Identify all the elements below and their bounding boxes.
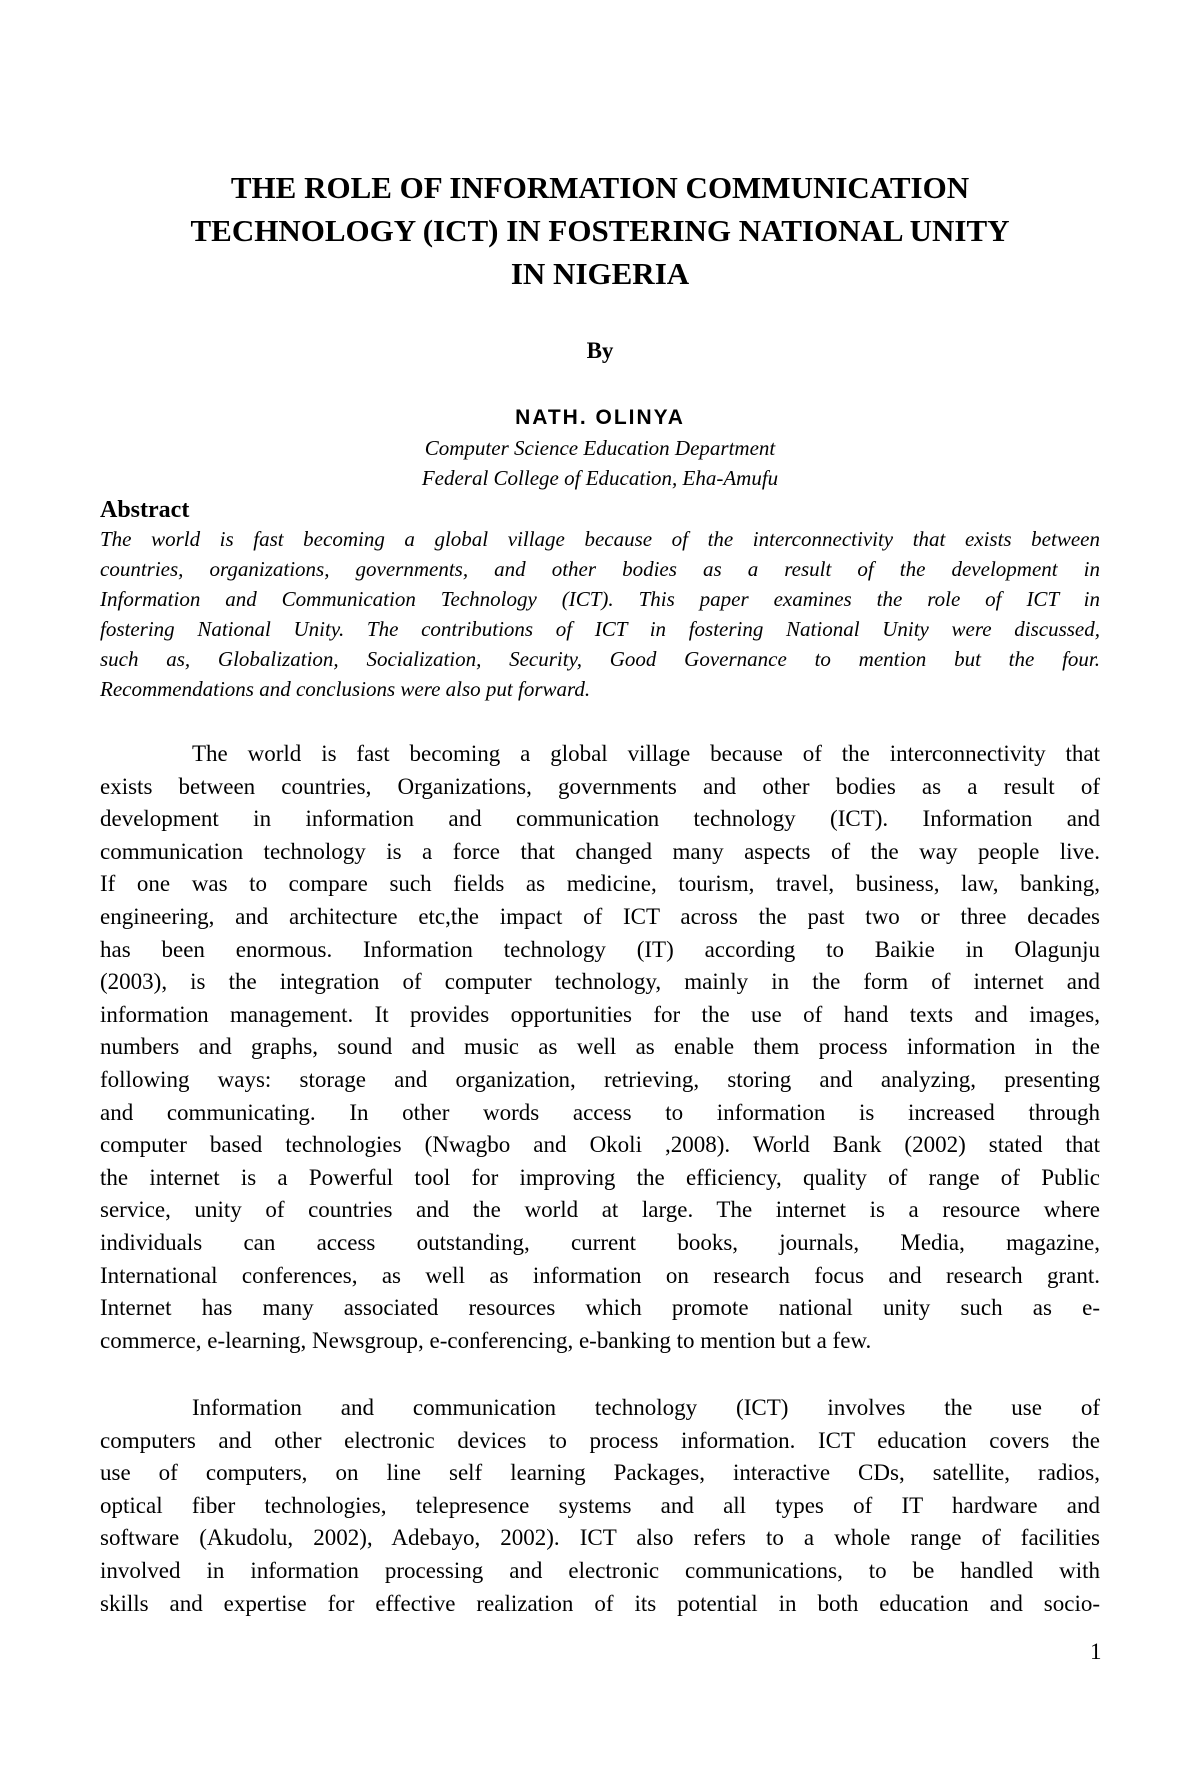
- paragraph-line: skills and expertise for effective realization of its potential in both education and socio-: [100, 1590, 1100, 1616]
- abstract-line: such as, Globalization, Socialization, Security, Good Governance to mention but the four.: [100, 647, 1100, 671]
- paragraph-line: software (Akudolu, 2002), Adebayo, 2002). ICT also refers to a whole range of facilities: [100, 1525, 1100, 1551]
- paragraph-line: commerce, e-learning, Newsgroup, e-conferencing, e-banking to mention but a few.: [100, 1327, 872, 1353]
- abstract-line: Information and Communication Technology (ICT). This paper examines the role of ICT in: [100, 587, 1100, 611]
- paragraph-line: information management. It provides opportunities for the use of hand texts and images,: [100, 1001, 1100, 1027]
- paragraph-line: (2003), is the integration of computer technology, mainly in the form of internet and: [100, 969, 1100, 995]
- paragraph-line: service, unity of countries and the world at large. The internet is a resource where: [100, 1197, 1100, 1223]
- title-line: IN NIGERIA: [510, 256, 690, 291]
- paragraph-line: exists between countries, Organizations, governments and other bodies as a result of: [100, 773, 1100, 799]
- paragraph-line: individuals can access outstanding, current books, journals, Media, magazine,: [100, 1229, 1100, 1255]
- paragraph-line: The world is fast becoming a global village because of the interconnectivity that: [192, 741, 1100, 766]
- abstract-body: [100, 524, 1100, 704]
- paragraph-line: following ways: storage and organization, retrieving, storing and analyzing, presenting: [100, 1066, 1100, 1092]
- paragraph-line: International conferences, as well as information on research focus and research grant.: [100, 1262, 1100, 1288]
- author-institution: Federal College of Education, Eha-Amufu: [421, 466, 779, 490]
- title-line: TECHNOLOGY (ICT) IN FOSTERING NATIONAL UNITY: [190, 213, 1010, 248]
- paragraph-line: the internet is a Powerful tool for improving the efficiency, quality of range of Public: [100, 1164, 1100, 1190]
- author-name: NATH. OLINYA: [515, 406, 685, 429]
- paragraph-line: If one was to compare such fields as medicine, tourism, travel, business, law, banking,: [100, 871, 1100, 897]
- paragraph-line: computers and other electronic devices to process information. ICT education covers the: [100, 1427, 1100, 1453]
- paragraph-line: has been enormous. Information technology (IT) according to Baikie in Olagunju: [100, 936, 1100, 962]
- title-line: THE ROLE OF INFORMATION COMMUNICATION: [230, 170, 970, 205]
- author-department: Computer Science Education Department: [424, 436, 776, 460]
- abstract-line: The world is fast becoming a global village because of the interconnectivity that exists between: [100, 527, 1100, 551]
- body-paragraph-1: [100, 738, 1100, 1357]
- paragraph-line: involved in information processing and electronic communications, to be handled with: [100, 1557, 1100, 1583]
- abstract-heading: Abstract: [100, 497, 190, 523]
- paragraph-line: computer based technologies (Nwagbo and Okoli ,2008). World Bank (2002) stated that: [100, 1132, 1100, 1158]
- paragraph-line: communication technology is a force that changed many aspects of the way people live.: [100, 838, 1100, 864]
- abstract-line: countries, organizations, governments, and other bodies as a result of the development in: [100, 557, 1100, 581]
- paper-title: [100, 166, 1100, 295]
- paragraph-line: Information and communication technology (ICT) involves the use of: [192, 1395, 1100, 1420]
- paragraph-line: Internet has many associated resources which promote national unity such as e-: [100, 1295, 1100, 1321]
- page-number: 1: [1090, 1639, 1102, 1664]
- paragraph-line: numbers and graphs, sound and music as well as enable them process information in the: [100, 1034, 1100, 1060]
- paragraph-line: engineering, and architecture etc,the impact of ICT across the past two or three decades: [100, 903, 1100, 929]
- paragraph-line: and communicating. In other words access to information is increased through: [100, 1099, 1100, 1125]
- abstract-line: Recommendations and conclusions were also put forward.: [100, 677, 591, 701]
- paragraph-line: optical fiber technologies, telepresence systems and all types of IT hardware and: [100, 1492, 1100, 1518]
- paragraph-line: development in information and communication technology (ICT). Information and: [100, 806, 1100, 832]
- body-paragraph-2: [100, 1392, 1100, 1620]
- byline: By: [586, 338, 614, 363]
- paragraph-line: use of computers, on line self learning Packages, interactive CDs, satellite, radios,: [100, 1460, 1100, 1486]
- abstract-line: fostering National Unity. The contributions of ICT in fostering National Unity were discussed,: [100, 617, 1100, 641]
